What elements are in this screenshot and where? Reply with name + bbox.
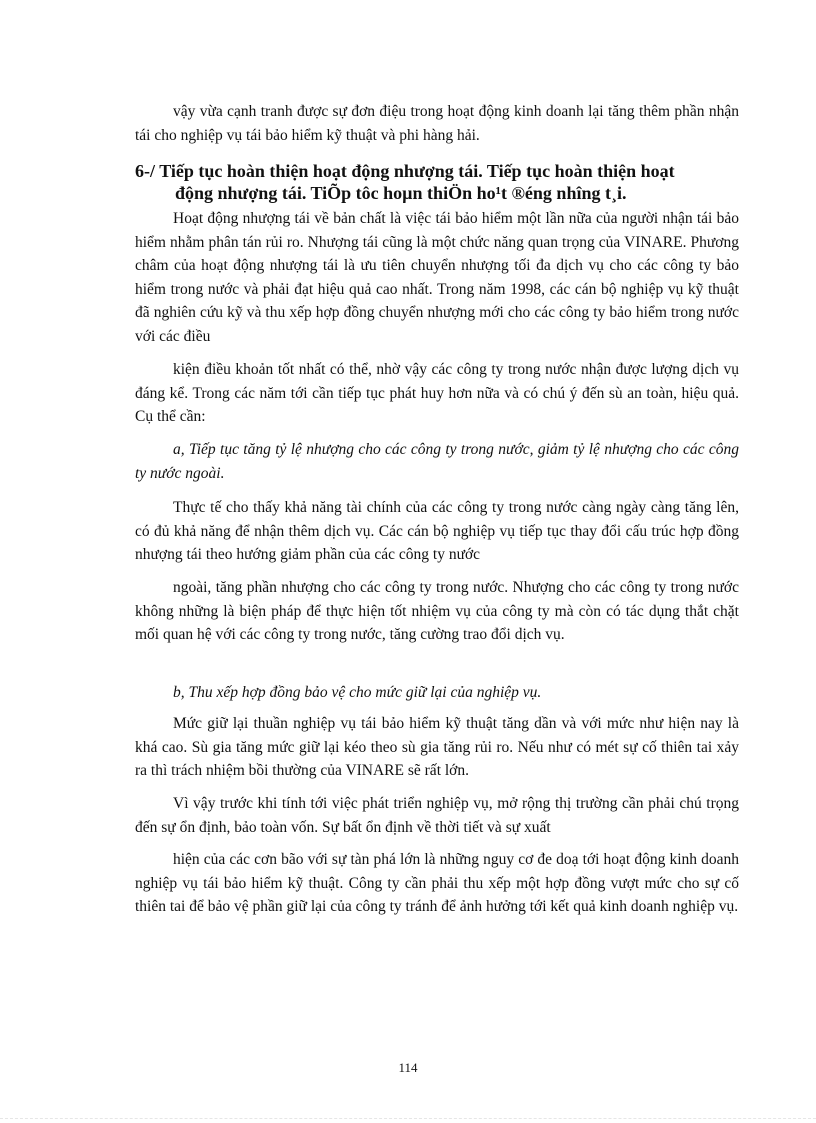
section-heading — [135, 160, 745, 204]
heading-line-2: động nhượng tái. TiÕp tôc hoµn thiÖn ho¹t ®éng nhîng t¸i. — [175, 183, 627, 203]
heading-number: 6-/ — [135, 161, 155, 181]
paragraph-nhuong-tai-continued: kiện điều khoản tốt nhất có thể, nhờ vậy các công ty trong nước nhận được lượng dịch vụ đáng kể. Trong các năm tới cần tiếp tục phát huy hơn nữa và có chú ý đến sù an toàn, hiệu quả. Cụ thể cần: — [135, 361, 739, 425]
paragraph-vi-vay: Vì vậy trước khi tính tới việc phát triển nghiệp vụ, mở rộng thị trường cần phải chú trọng đến sự ổn định, bảo toàn vốn. Sự bất ổn định về thời tiết và sự xuất — [135, 795, 739, 836]
page-number: 114 — [398, 1060, 418, 1075]
item-a-heading: a, Tiếp tục tăng tỷ lệ nhượng cho các công ty trong nước, giảm tỷ lệ nhượng cho các công ty nước ngoài. — [135, 441, 739, 482]
heading-line-1: Tiếp tục hoàn thiện hoạt động nhượng tái. Tiếp tục hoàn thiện hoạt — [159, 161, 675, 181]
paragraph-thuc-te-continued: ngoài, tăng phần nhượng cho các công ty trong nước. Nhượng cho các công ty trong nước không những là biện pháp để thực hiện tốt nhiệm vụ của công ty mà còn có tác dụng thắt chặt mối quan hệ với các công ty trong nước, tăng cường trao đổi dịch vụ. — [135, 579, 739, 643]
paragraph-thuc-te: Thực tế cho thấy khả năng tài chính của các công ty trong nước càng ngày càng tăng lên, có đủ khả năng để nhận thêm dịch vụ. Các cán bộ nghiệp vụ tiếp tục thay đổi cấu trúc hợp đồng nhượng tái theo hướng giảm phần của các công ty nước — [135, 499, 739, 563]
paragraph-nhuong-tai: Hoạt động nhượng tái về bản chất là việc tái bảo hiểm một lần nữa của người nhận tái bảo hiểm nhằm phân tán rủi ro. Nhượng tái cũng là một chức năng quan trọng của VINARE. Phương châm của hoạt động nhượng tái là ưu tiên chuyển nhượng tối đa dịch vụ cho các công ty bảo hiểm trong nước và phải đạt hiệu quả cao nhất. Trong năm 1998, các cán bộ nghiệp vụ kỹ thuật đã nghiên cứu kỹ và thu xếp hợp đồng chuyển nhượng mới cho các công ty bảo hiểm trong nước với các điều — [135, 210, 739, 345]
paragraph-muc-giu-lai: Mức giữ lại thuần nghiệp vụ tái bảo hiểm kỹ thuật tăng dần và với mức như hiện nay là khá cao. Sù gia tăng mức giữ lại kéo theo sù gia tăng rủi ro. Nếu như có mét sự cố thiên tai xảy ra thì trách nhiệm bồi thường của VINARE sẽ rất lớn. — [135, 715, 739, 779]
intro-paragraph: vậy vừa cạnh tranh được sự đơn điệu trong hoạt động kinh doanh lại tăng thêm phần nhận tái cho nghiệp vụ tái bảo hiểm kỹ thuật và phi hàng hải. — [135, 103, 739, 144]
page-bottom-border — [0, 1118, 816, 1119]
item-b-heading: b, Thu xếp hợp đồng bảo vệ cho mức giữ lại của nghiệp vụ. — [173, 684, 542, 701]
paragraph-vi-vay-continued: hiện của các cơn bão với sự tàn phá lớn là những nguy cơ đe doạ tới hoạt động kinh doanh nghiệp vụ tái bảo hiểm kỹ thuật. Công ty cần phải thu xếp một hợp đồng vượt mức cho sự cố thiên tai để bảo vệ phần giữ lại của công ty tránh để ảnh hưởng tới kết quả kinh doanh nghiệp vụ. — [135, 851, 739, 915]
